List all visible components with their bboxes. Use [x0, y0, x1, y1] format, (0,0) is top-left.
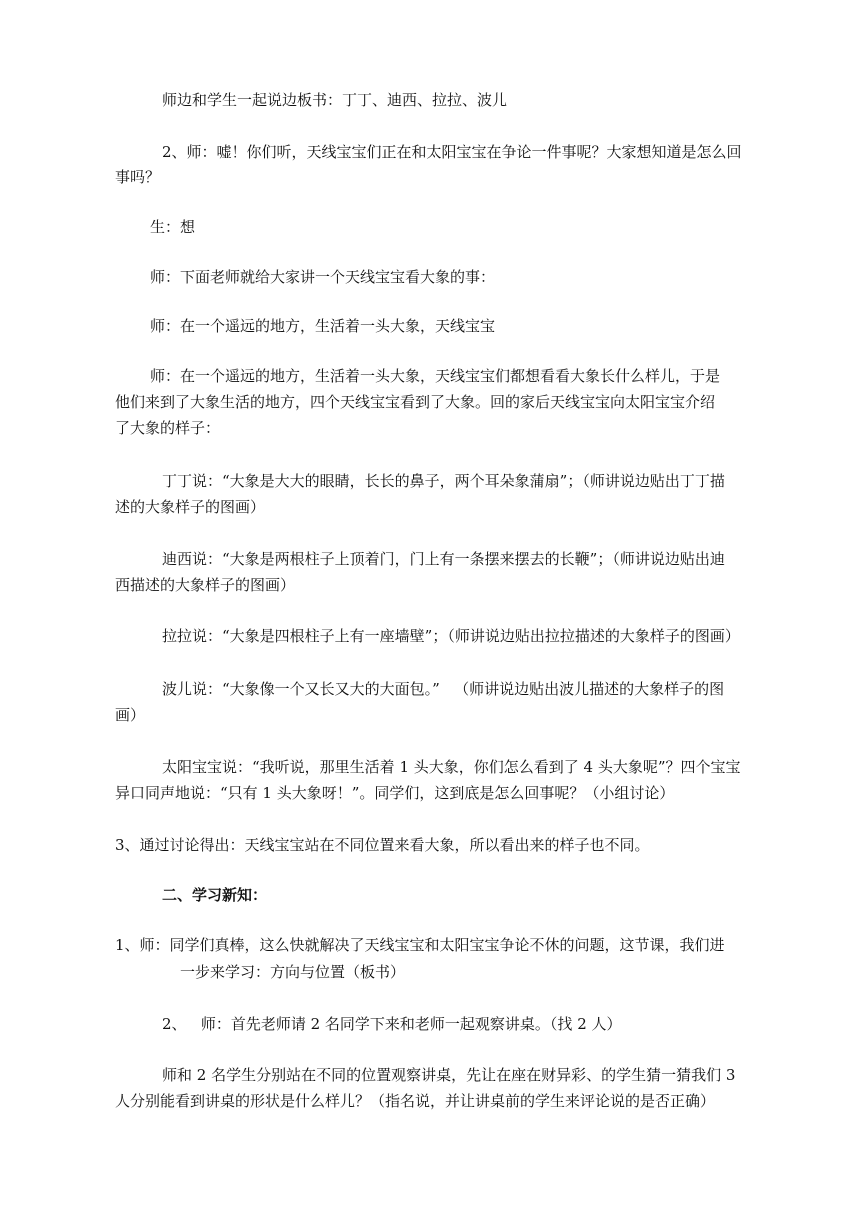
paragraph-1-line-1: 师边和学生一起说边板书：丁丁、迪西、拉拉、波儿: [162, 91, 508, 109]
paragraph-11-line-1: 太阳宝宝说：“我听说，那里生活着 1 头大象，你们怎么看到了 4 头大象呢”？四个宝宝: [162, 758, 741, 776]
paragraph-15-line-1: 师和 2 名学生分别站在不同的位置观察讲桌，先让在座在财异彩、的学生猜一猜我们 3: [162, 1066, 736, 1084]
paragraph-3-line-1: 生：想: [150, 218, 196, 236]
paragraph-7-line-2: 述的大象样子的图画）: [115, 498, 266, 516]
paragraph-6-line-2: 他们来到了大象生活的地方，四个天线宝宝看到了大象。回的家后天线宝宝向太阳宝宝介绍: [115, 393, 716, 411]
paragraph-4-line-1: 师：下面老师就给大家讲一个天线宝宝看大象的事：: [150, 268, 496, 286]
paragraph-6-line-1: 师：在一个遥远的地方，生活着一头大象，天线宝宝们都想看看大象长什么样儿，于是: [150, 367, 721, 385]
paragraph-2-line-1: 2、师：嘘！你们听，天线宝宝们正在和太阳宝宝在争论一件事呢？大家想知道是怎么回: [162, 143, 742, 161]
paragraph-11-line-2: 异口同声地说：“只有 1 头大象呀！”。同学们，这到底是怎么回事呢？（小组讨论）: [115, 784, 675, 802]
paragraph-2-line-2: 事吗？: [115, 168, 161, 186]
paragraph-7-line-1: 丁丁说：“大象是大大的眼睛，长长的鼻子，两个耳朵象蒲扇”；（师讲说边贴出丁丁描: [162, 472, 725, 490]
paragraph-9-line-1: 拉拉说：“大象是四根柱子上有一座墙壁”；（师讲说边贴出拉拉描述的大象样子的图画）: [162, 627, 740, 645]
paragraph-13-line-1: 1、师：同学们真棒，这么快就解决了天线宝宝和太阳宝宝争论不休的问题，这节课，我们进: [115, 936, 725, 954]
paragraph-10-line-2: 画）: [115, 706, 146, 724]
paragraph-6-line-3: 了大象的样子：: [115, 419, 221, 437]
paragraph-12-line-1: 3、通过讨论得出：天线宝宝站在不同位置来看大象，所以看出来的样子也不同。: [115, 836, 650, 854]
paragraph-8-line-2: 西描述的大象样子的图画）: [115, 576, 296, 594]
paragraph-13-line-2: 一步来学习：方向与位置（板书）: [180, 963, 406, 981]
paragraph-5-line-1: 师：在一个遥远的地方，生活着一头大象，天线宝宝: [150, 317, 496, 335]
paragraph-15-line-2: 人分别能看到讲桌的形状是什么样儿？（指名说，并让讲桌前的学生来评论说的是否正确）: [115, 1092, 716, 1110]
paragraph-10-line-1: 波儿说：“大象像一个又长又大的大面包。” （师讲说边贴出波儿描述的大象样子的图: [162, 680, 725, 698]
paragraph-14-line-1: 2、 师：首先老师请 2 名同学下来和老师一起观察讲桌。（找 2 人）: [162, 1015, 622, 1033]
paragraph-8-line-1: 迪西说：“大象是两根柱子上顶着门，门上有一条摆来摆去的长鞭”；（师讲说边贴出迪: [162, 550, 725, 568]
section-heading: 二、学习新知：: [162, 886, 268, 904]
